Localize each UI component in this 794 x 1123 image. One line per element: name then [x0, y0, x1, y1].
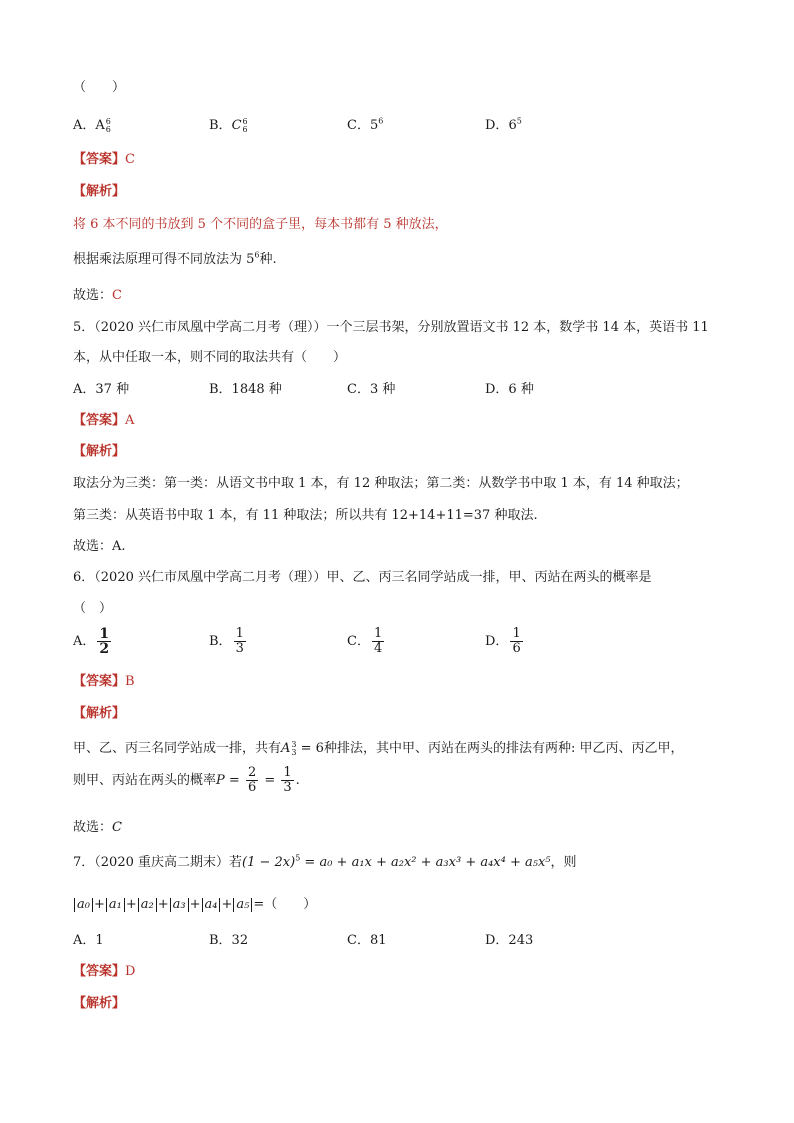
q6-analysis-label: 【解析】 [73, 706, 126, 721]
q4-analysis-label: 【解析】 [73, 184, 126, 199]
q6-analysis-line2: 则甲、丙站在两头的概率P = $\frac{2}{6}$ = $\frac{1}{3}$ . [73, 765, 300, 795]
q5-analysis-label: 【解析】 [73, 444, 126, 459]
q6-option-a[interactable]: A． $\frac{1}{2}$ [73, 626, 110, 657]
q7-option-b[interactable]: B．32 [209, 933, 249, 948]
q6-answer: 【答案】B [73, 674, 135, 689]
q5-conclusion: 故选：A. [73, 539, 126, 554]
q5-option-c[interactable]: C．3 种 [347, 382, 396, 397]
q7-option-a[interactable]: A．1 [73, 933, 104, 948]
q5-stem-line1: 5．（2020 兴仁市凤凰中学高二月考（理））一个三层书架，分别放置语文书 12 本，数学书 14 本，英语书 11 [73, 320, 709, 335]
q4-conclusion: 故选：C [73, 288, 122, 303]
q6-analysis-line1: 甲、乙、丙三名同学站成一排，共有A 3 3 = 6种排法，其中甲、丙站在两头的排法有两种: 甲乙丙、丙乙甲， [73, 739, 684, 757]
q6-conclusion: 故选：C [73, 820, 122, 835]
q7-answer: 【答案】D [73, 964, 136, 979]
q7-stem-line1: 7．（2020 重庆高二期末）若$(1 - 2x)^5 = a_0 + a_1x + a_2x^2 + a_3x^3 + a_4x^4 + a_5x^5$，则 [73, 853, 577, 870]
q5-option-b[interactable]: B．1848 种 [209, 382, 282, 397]
q5-option-d[interactable]: D．6 种 [485, 382, 534, 397]
q5-option-a[interactable]: A．37 种 [73, 382, 130, 397]
q6-option-b[interactable]: B． $\frac{1}{3}$ [209, 626, 244, 656]
q4-paren: （ ） [73, 80, 126, 95]
q6-option-d[interactable]: D． $\frac{1}{6}$ [485, 626, 521, 656]
q4-option-d[interactable]: D．$6^5$ [485, 116, 522, 133]
q7-stem-line2: a₀ + a₁ + a₂ + a₃ + a₄ + a₅ =（ ） [73, 895, 316, 915]
q4-analysis-line2: 根据乘法原理可得不同放法为 $5^6$种. [73, 250, 277, 267]
q6-stem-line1: 6．（2020 兴仁市凤凰中学高二月考（理））甲、乙、丙三名同学站成一排，甲、丙站在两头的概率是 [73, 570, 652, 585]
q4-option-a[interactable]: A．A 6 6 [73, 116, 111, 134]
q5-analysis-line2: 第三类：从英语书中取 1 本，有 11 种取法；所以共有 12+14+11=37 种取法. [73, 508, 538, 523]
q7-option-c[interactable]: C．81 [347, 933, 387, 948]
q5-analysis-line1: 取法分为三类：第一类：从语文书中取 1 本，有 12 种取法；第二类：从数学书中取 1 本，有 14 种取法； [73, 476, 689, 491]
q4-answer: 【答案】C [73, 152, 135, 167]
q6-stem-line2: （ ） [73, 601, 113, 616]
q7-option-d[interactable]: D．243 [485, 933, 534, 948]
q4-option-c[interactable]: C．$5^6$ [347, 116, 384, 133]
q7-analysis-label: 【解析】 [73, 996, 126, 1011]
q4-option-b[interactable]: B．C 6 6 [209, 116, 248, 134]
q4-analysis-line1: 将 6 本不同的书放到 5 个不同的盒子里，每本书都有 5 种放法， [73, 217, 448, 232]
q5-stem-line2: 本，从中任取一本，则不同的取法共有（ ） [73, 350, 347, 365]
q5-answer: 【答案】A [73, 413, 135, 428]
q6-option-c[interactable]: C． $\frac{1}{4}$ [347, 626, 383, 656]
